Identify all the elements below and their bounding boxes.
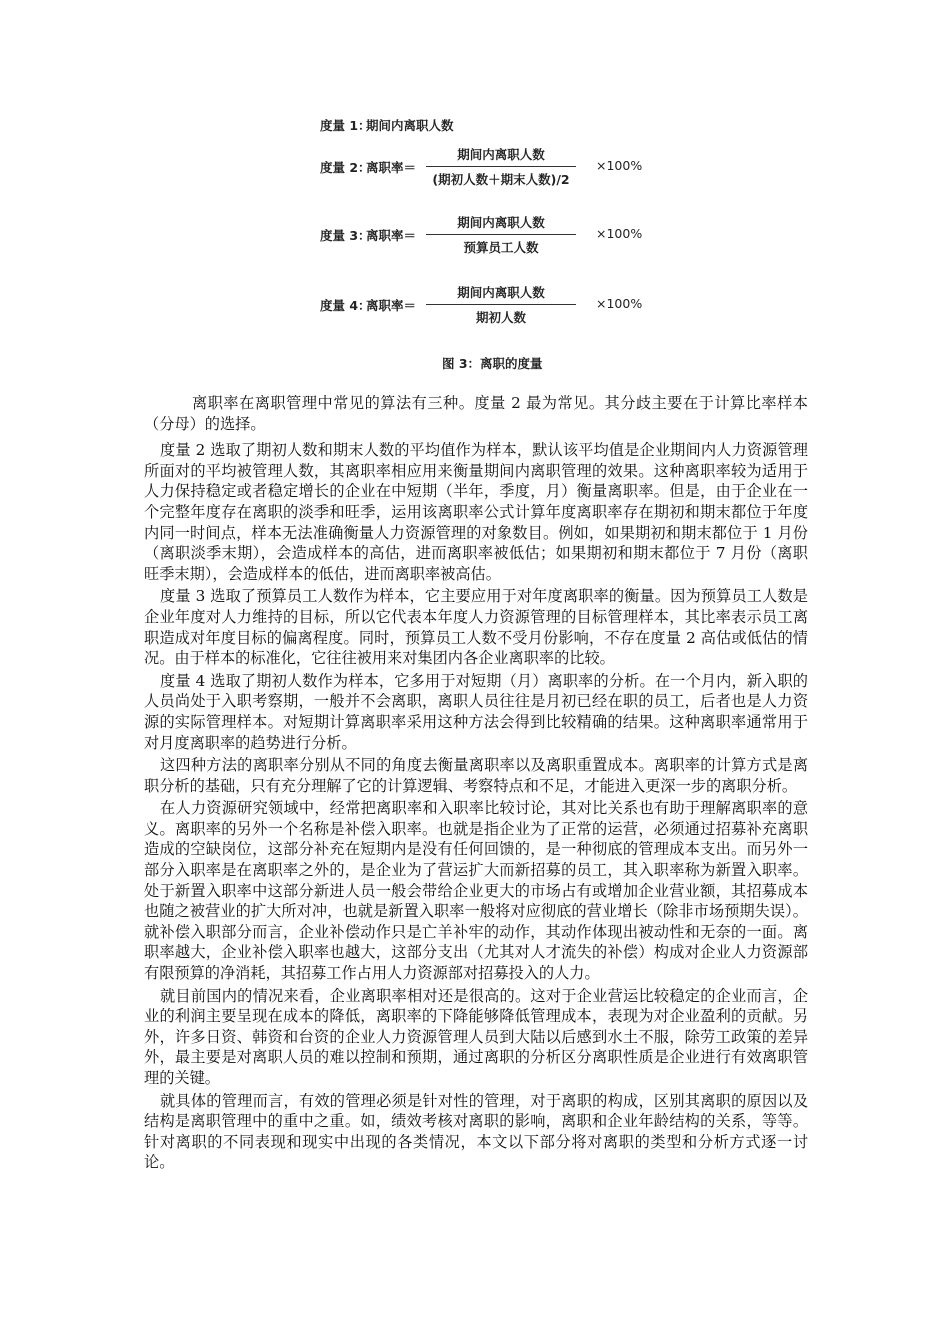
formula-lhs: 离职率＝	[366, 228, 417, 243]
multiplier: ×100%	[596, 226, 643, 241]
fraction	[426, 146, 576, 189]
denominator: 预算员工人数	[463, 240, 539, 255]
paragraph: 就具体的管理而言，有效的管理必须是针对性的管理，对于离职的构成，区别其离职的原因以及结构是离职管理中的重中之重。如，绩效考核对离职的影响，离职和企业年龄结构的关系，等等。针对离职的不同表现和现实中出现的各类情况，本文以下部分将对离职的类型和分析方式逐一讨论。	[144, 1091, 808, 1172]
numerator: 期间内离职人数	[457, 285, 545, 300]
paragraph: 就目前国内的情况来看，企业离职率相对还是很高的。这对于企业营运比较稳定的企业而言，企业的利润主要呈现在成本的降低，离职率的下降能够降低管理成本，表现为对企业盈利的贡献。另外，许多日资、韩资和台资的企业人力资源管理人员到大陆以后感到水土不服，除劳工政策的差异外，最主要是对离职人员的难以控制和预期，通过离职的分析区分离职性质是企业进行有效离职管理的关键。	[144, 986, 808, 1087]
paragraph: 度量 3 选取了预算员工人数作为样本，它主要应用于对年度离职率的衡量。因为预算员工人数是企业年度对人力维持的目标，所以它代表本年度人力资源管理的目标管理样本，其比率表示员工离职造成对年度目标的偏离程度。同时，预算员工人数不受月份影响，不存在度量 2 高估或低估的情况。由于样本的标准化，它往往被用来对集团内各企业离职率的比较。	[144, 587, 808, 668]
numerator: 期间内离职人数	[457, 147, 545, 162]
formula-lhs: 离职率＝	[366, 160, 417, 175]
paragraph: 在人力资源研究领域中，经常把离职率和入职率比较讨论，其对比关系也有助于理解离职率的意义。离职率的另外一个名称是补偿入职率。也就是指企业为了正常的运营，必须通过招募补充离职造成的空缺岗位，这部分补充在短期内是没有任何回馈的，是一种彻底的管理成本支出。而另外一部分入职率是在离职率之外的，是企业为了营运扩大而新招募的员工，其入职率称为新置入职率。处于新置入职率中这部分新进人员一般会带给企业更大的市场占有或增加企业营业额，其招募成本也随之被营业的扩大所对冲，也就是新置入职率一般将对应彻底的营业增长（除非市场预期失误）。就补偿入职部分而言，企业补偿动作只是亡羊补牢的动作，其动作体现出被动性和无奈的一面。离职率越大，企业补偿入职率也越大，这部分支出（尤其对人才流失的补偿）构成对企业人力资源部有限预算的净消耗，其招募工作占用人力资源部对招募投入的人力。	[144, 799, 808, 983]
numerator: 期间内离职人数	[457, 215, 545, 230]
multiplier: ×100%	[596, 296, 643, 311]
multiplier: ×100%	[596, 158, 643, 173]
fraction-bar	[426, 234, 576, 235]
denominator: 期初人数	[475, 310, 526, 325]
formula-label: 度量 2：	[320, 160, 371, 175]
formula-lhs: 离职率＝	[366, 298, 417, 313]
body-text	[144, 393, 808, 1175]
fraction-bar	[426, 304, 576, 305]
formula-label: 度量 1：	[320, 118, 371, 133]
figure-caption: 图 3：离职的度量	[442, 356, 543, 371]
denominator: (期初人数＋期末人数)/2	[432, 172, 570, 187]
paragraph: 离职率在离职管理中常见的算法有三种。度量 2 最为常见。其分歧主要在于计算比率样本（分母）的选择。	[144, 394, 808, 433]
formula-figure	[320, 108, 660, 378]
fraction	[426, 214, 576, 257]
fraction	[426, 284, 576, 327]
paragraph: 这四种方法的离职率分别从不同的角度去衡量离职率以及离职重置成本。离职率的计算方式是离职分析的基础，只有充分理解了它的计算逻辑、考察特点和不足，才能进入更深一步的离职分析。	[144, 756, 808, 795]
fraction-bar	[426, 166, 576, 167]
paragraph: 度量 2 选取了期初人数和期末人数的平均值作为样本，默认该平均值是企业期间内人力资源管理所面对的平均被管理人数，其离职率相应用来衡量期间内离职管理的效果。这种离职率较为适用于人力保持稳定或者稳定增长的企业在中短期（半年，季度，月）衡量离职率。但是，由于企业在一个完整年度存在离职的淡季和旺季，运用该离职率公式计算年度离职率存在期初和期末都位于年度内同一时间点，样本无法准确衡量人力资源管理的对象数目。例如，如果期初和期末都位于 1 月份（离职淡季末期），会造成样本的高估，进而离职率被低估；如果期初和期末都位于 7 月份（离职旺季末期），会造成样本的低估，进而离职率被高估。	[144, 441, 808, 583]
formula-label: 度量 3：	[320, 228, 371, 243]
formula-label: 度量 4：	[320, 298, 371, 313]
formula-text: 期间内离职人数	[366, 118, 454, 133]
paragraph: 度量 4 选取了期初人数作为样本，它多用于对短期（月）离职率的分析。在一个月内，新入职的人员尚处于入职考察期，一般并不会离职，离职人员往往是月初已经在职的员工，后者也是人力资源的实际管理样本。对短期计算离职率采用这种方法会得到比较精确的结果。这种离职率通常用于对月度离职率的趋势进行分析。	[144, 671, 808, 752]
